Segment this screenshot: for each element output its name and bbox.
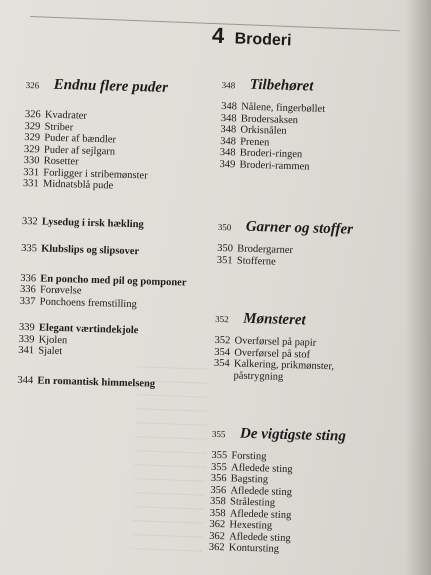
entry-text: Bagsting — [230, 473, 269, 486]
entry-page: 330 — [23, 154, 40, 167]
entry-page: 356 — [210, 472, 227, 485]
section-title: De vigtigste sting — [239, 425, 347, 445]
entry-text: Brodergarner — [237, 243, 294, 257]
entry-text: Orkisnålen — [240, 124, 287, 137]
entry-text: Kontursting — [228, 542, 280, 555]
entry-text: Afledede sting — [230, 484, 293, 498]
entry-page: 326 — [24, 108, 41, 121]
entry-text: Kalkering, prikmønster, — [233, 358, 335, 373]
entry-text: Forøvelse — [39, 284, 82, 297]
entry-text: Strålesting — [229, 496, 276, 509]
entry-text: Hexesting — [229, 519, 273, 532]
entry-page: 354 — [213, 357, 230, 370]
entry-page: 335 — [21, 242, 38, 255]
entry-page: 339 — [18, 333, 35, 345]
entry-text: Kjolen — [38, 333, 68, 346]
entry-text: Puder af sejlgarn — [43, 144, 116, 158]
entry-page: 332 — [21, 215, 38, 227]
entry-text: Brodersaksen — [240, 113, 299, 126]
entry-page: 348 — [220, 112, 237, 124]
entry-page: 329 — [24, 120, 41, 132]
entry-text: Midnatsblå pude — [42, 178, 114, 192]
entry-page: 329 — [23, 143, 40, 155]
entry-text: Forsting — [231, 450, 267, 463]
entry-text: Afledede sting — [230, 461, 293, 475]
entry-page: 329 — [24, 131, 41, 144]
entry-page: 336 — [19, 283, 36, 296]
section-title: Tilbehøret — [249, 76, 314, 95]
entry-text: En romantisk himmelseng — [37, 374, 156, 390]
block-list — [17, 189, 207, 391]
entry-text: Broderi-rammen — [239, 159, 310, 172]
entry-text: Klubslips og slipsover — [41, 243, 140, 258]
entry-text: Stofferne — [236, 254, 276, 268]
section-page: 326 — [25, 79, 40, 91]
entry-page: 331 — [22, 177, 39, 190]
entry-list — [23, 109, 210, 195]
section-title: Endnu flere puder — [53, 76, 169, 96]
entry-text: En poncho med pil og pomponer — [40, 272, 187, 289]
entry-page: 348 — [220, 100, 238, 113]
entry-text: Overførsel på stof — [234, 346, 311, 361]
section-page: 355 — [211, 428, 226, 440]
chapter-heading — [212, 23, 292, 52]
entry-page: 358 — [209, 507, 226, 519]
entry-text: Lysedug i irsk hækling — [41, 216, 144, 230]
section-heading — [222, 76, 412, 98]
entry-text: Broderi-ringen — [239, 147, 303, 161]
entry-text: Kvadrater — [44, 109, 88, 122]
entry-text: Striber — [44, 121, 74, 133]
entry-text: påstrygning — [233, 369, 284, 383]
entry-text: Ponchoens fremstilling — [39, 295, 137, 310]
entry-page: 339 — [18, 321, 35, 334]
chapter-number: 4 — [211, 22, 225, 49]
entry-text: Afledede sting — [229, 507, 292, 521]
entry-page: 355 — [210, 461, 227, 473]
entry-page: 337 — [19, 295, 36, 307]
entry-page: 362 — [209, 530, 226, 542]
entry-page: 348 — [219, 146, 236, 159]
entry-page: 354 — [214, 346, 231, 358]
entry-text: Rosetter — [43, 155, 79, 168]
entry-page — [213, 369, 233, 381]
section-page: 352 — [215, 313, 229, 325]
entry-page: 331 — [23, 166, 40, 178]
entry-page: 348 — [220, 123, 237, 136]
entry-page: 355 — [211, 449, 228, 462]
section-heading — [26, 76, 211, 98]
entry-text: Overførsel på papir — [234, 335, 317, 349]
entry-page: 349 — [219, 158, 236, 170]
entry-page: 341 — [18, 344, 35, 357]
entry-page: 352 — [214, 334, 231, 347]
chapter-title: Broderi — [234, 30, 292, 50]
section-page: 348 — [221, 79, 236, 91]
right-column — [209, 76, 412, 559]
section-title: Mønsteret — [243, 310, 306, 329]
entry-text: Forligger i stribemønster — [43, 167, 148, 181]
entry-page: 362 — [209, 518, 226, 531]
entry-text: Sjalet — [38, 345, 63, 358]
entry-page: 348 — [220, 135, 237, 147]
entry-page: 356 — [210, 484, 227, 496]
entry-page: 344 — [17, 374, 34, 386]
section-page: 350 — [217, 221, 232, 233]
entry-text: Nålene, fingerbøllet — [240, 101, 326, 115]
entry-text: Prenen — [240, 136, 270, 148]
left-column — [17, 76, 211, 391]
entry-page: 350 — [217, 242, 234, 255]
entry-text: Elegant værtindekjole — [38, 322, 139, 337]
entry-page: 362 — [208, 541, 225, 554]
entry-page: 358 — [209, 495, 227, 508]
entry-page: 351 — [216, 254, 233, 266]
entry-text: Puder af bændler — [44, 132, 117, 146]
section-title: Garner og stoffer — [245, 218, 354, 238]
entry-text: Afledede sting — [228, 530, 291, 544]
entry-page: 336 — [20, 272, 37, 284]
